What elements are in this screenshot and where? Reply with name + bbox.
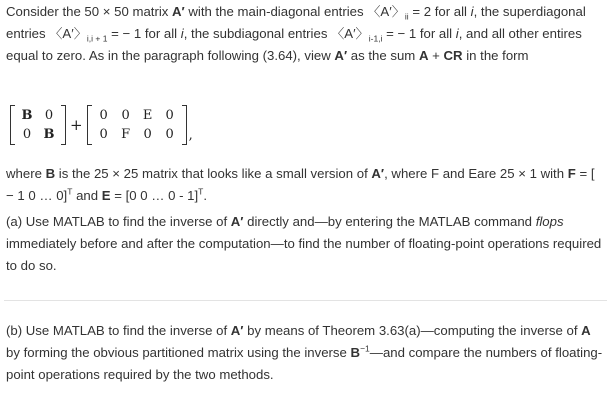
text: Consider the 50 × 50 matrix	[6, 4, 173, 19]
text: .	[203, 188, 208, 203]
index-variable: i	[180, 26, 184, 41]
text: as the sum	[347, 48, 419, 63]
intro-paragraph	[6, 1, 605, 67]
matrix-symbol: A′	[230, 214, 244, 229]
matlab-command: flops	[535, 214, 564, 229]
matrix-symbol: B	[350, 345, 361, 360]
matrix-cell: F	[121, 127, 131, 142]
matrix-entry-notation: 〈A′〉	[49, 26, 87, 41]
index-variable: i	[470, 4, 474, 19]
text: by means of Theorem 3.63(a)—computing the inverse of	[243, 323, 582, 338]
text: —and compare the numbers of floating-point operations required by the two methods.	[6, 345, 603, 382]
text: where	[6, 166, 46, 181]
text: immediately before and after the computation—to find the number of floating-point operations required to do so.	[6, 236, 602, 273]
text: , and all other entires equal to zero. As in the paragraph following (3.64), view	[6, 26, 582, 63]
text: by forming the obvious partitioned matrix using the inverse	[6, 345, 351, 360]
text: = − 1 for all	[382, 26, 456, 41]
where-paragraph	[6, 163, 605, 207]
text: = [0 0 … 0 - 1]	[110, 188, 199, 203]
inverse-superscript: −1	[360, 343, 370, 354]
text: directly and—by entering the MATLAB command	[243, 214, 536, 229]
matrix-symbol: CR	[443, 48, 463, 63]
matrix-symbol: F	[567, 166, 576, 181]
text: +	[428, 48, 444, 63]
matrix-symbol: E	[101, 188, 111, 203]
matrix-symbol: A	[418, 48, 429, 63]
matrix-cell: 0	[165, 108, 174, 123]
transpose-superscript: T	[67, 186, 73, 197]
text: (a) Use MATLAB to find the inverse of	[6, 214, 231, 229]
part-a-paragraph	[6, 211, 605, 277]
text: is the 25 × 25 matrix that looks like a small version of	[55, 166, 372, 181]
matrix-symbol: A′	[334, 48, 348, 63]
matrix-cell: 0	[99, 127, 108, 142]
matrix-cell: B	[21, 108, 33, 123]
subscript: i,i + 1	[86, 33, 108, 44]
text: = 2 for all	[408, 4, 471, 19]
matrix-cell: 0	[99, 108, 108, 123]
matrix-symbol: A′	[172, 4, 185, 19]
matrix-symbol: A′	[371, 166, 385, 181]
matrix-symbol: A	[581, 323, 591, 338]
part-b-paragraph	[6, 320, 605, 386]
text: (b) Use MATLAB to find the inverse of	[6, 323, 231, 338]
matrix-entry-notation: 〈A′〉	[367, 4, 405, 19]
text: with the main-diagonal entries	[184, 4, 368, 19]
block-matrix-B	[10, 104, 66, 146]
matrix-cell: 0	[165, 127, 174, 142]
block-matrix-EF	[87, 104, 187, 146]
subscript: i-1,i	[368, 33, 383, 44]
block-matrix-formula	[10, 101, 193, 149]
matrix-cell: 0	[121, 108, 130, 123]
matrix-symbol: A′	[230, 323, 244, 338]
matrix-cell: 0	[44, 108, 54, 123]
subscript: ii	[404, 11, 409, 22]
text: = [ − 1 0 … 0]	[6, 166, 595, 203]
section-divider	[4, 300, 607, 301]
text: , the superdiagonal entries	[6, 4, 586, 41]
text: , the subdiagonal entries	[183, 26, 332, 41]
trailing-comma: ,	[188, 128, 193, 143]
text: , where F and Eare 25 × 1 with	[384, 166, 568, 181]
matrix-cell: E	[142, 108, 153, 123]
matrix-cell: B	[43, 127, 55, 142]
index-variable: i	[455, 26, 459, 41]
matrix-cell: 0	[143, 127, 152, 142]
plus-sign: +	[70, 116, 83, 134]
matrix-cell: 0	[22, 127, 32, 142]
matrix-symbol: B	[45, 166, 56, 181]
text: = − 1 for all	[107, 26, 181, 41]
text: in the form	[462, 48, 529, 63]
transpose-superscript: T	[198, 186, 204, 197]
matrix-entry-notation: 〈A′〉	[331, 26, 369, 41]
text: and	[72, 188, 102, 203]
